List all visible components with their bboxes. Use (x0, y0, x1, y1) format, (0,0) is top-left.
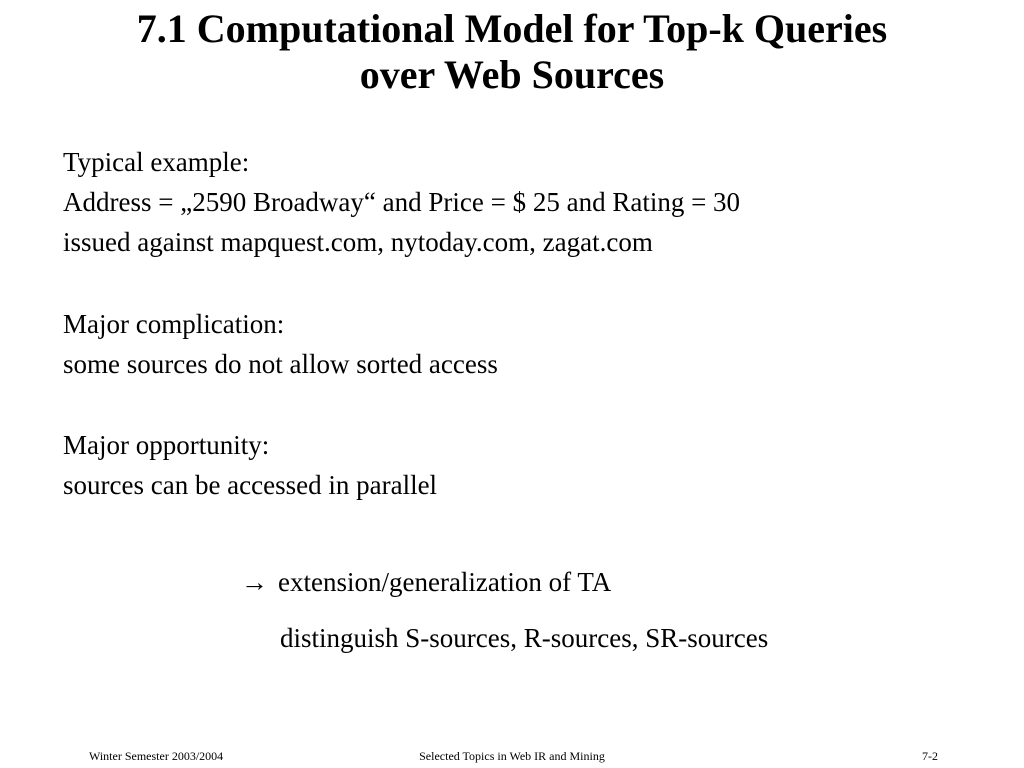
conclusion-text-1: extension/generalization of TA (278, 567, 612, 597)
major-opportunity-block (63, 425, 437, 505)
footer-course-title: Selected Topics in Web IR and Mining (419, 749, 605, 763)
slide-title-line-1: 7.1 Computational Model for Top-k Queries (136, 6, 888, 51)
conclusion-text-2: distinguish S-sources, R-sources, SR-sources (280, 623, 769, 653)
footer-page-number: 7-2 (922, 749, 938, 763)
right-arrow-icon: → (241, 567, 268, 597)
major-complication-text: some sources do not allow sorted access (63, 349, 498, 379)
footer-semester: Winter Semester 2003/2004 (89, 749, 224, 763)
typical-example-sources: issued against mapquest.com, nytoday.com, zagat.com (63, 227, 653, 257)
typical-example-block (63, 142, 740, 262)
conclusion-line-2 (280, 618, 768, 658)
major-opportunity-text: sources can be accessed in parallel (63, 470, 438, 500)
major-complication-block (63, 304, 498, 384)
typical-example-query: Address = „2590 Broadway“ and Price = $ 25 and Rating = 30 (63, 187, 741, 217)
slide-title-line-2: over Web Sources (359, 52, 665, 97)
typical-example-heading: Typical example: (63, 147, 250, 177)
major-opportunity-heading: Major opportunity: (63, 430, 270, 460)
conclusion-line-1 (241, 562, 611, 602)
major-complication-heading: Major complication: (63, 309, 285, 339)
slide-title (0, 6, 1024, 98)
